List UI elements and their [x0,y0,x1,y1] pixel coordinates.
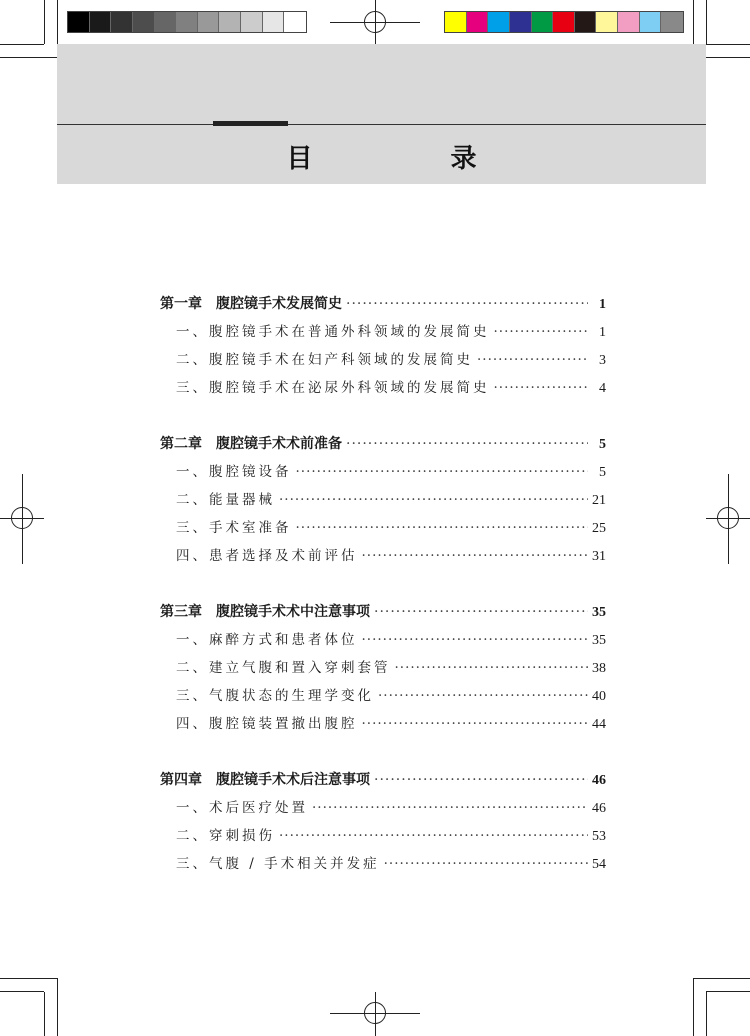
item-label: 一、腹腔镜设备 [176,464,292,480]
leader-dots [384,850,588,878]
toc-item-row[interactable] [160,682,606,710]
gray-swatch [219,12,241,32]
item-page-number: 1 [599,325,606,340]
leader-dots [494,318,589,346]
gray-swatch [284,12,306,32]
item-page-number: 31 [592,549,606,564]
leader-dots [362,542,589,570]
chapter-title: 腹腔镜手术术前准备 [216,436,342,452]
chapter-title: 腹腔镜手术术中注意事项 [216,604,370,620]
item-label: 三、气腹状态的生理学变化 [176,688,374,704]
gray-swatch [198,12,220,32]
color-swatch [445,12,467,32]
leader-dots [296,458,589,486]
item-label: 二、腹腔镜手术在妇产科领域的发展简史 [176,352,473,368]
item-label: 二、建立气腹和置入穿刺套管 [176,660,391,676]
toc-item-row[interactable] [160,626,606,654]
grayscale-bar [67,11,307,33]
gray-swatch [155,12,177,32]
toc-section [160,598,606,738]
gray-swatch [241,12,263,32]
item-label: 三、气腹 / 手术相关并发症 [176,856,380,872]
color-swatch [467,12,489,32]
item-page-number: 21 [592,493,606,508]
leader-dots [374,598,588,626]
leader-dots [346,290,588,318]
chapter-title: 腹腔镜手术发展简史 [216,296,342,312]
gray-swatch [90,12,112,32]
leader-dots [279,486,588,514]
page-title: 目 录 [286,144,533,174]
toc-item-row[interactable] [160,346,606,374]
item-label: 三、腹腔镜手术在泌尿外科领域的发展简史 [176,380,490,396]
item-label: 一、麻醉方式和患者体位 [176,632,358,648]
color-swatch [532,12,554,32]
item-page-number: 38 [592,661,606,676]
leader-dots [312,794,588,822]
toc-item-row[interactable] [160,710,606,738]
toc-section [160,766,606,878]
item-page-number: 40 [592,689,606,704]
color-swatch [575,12,597,32]
item-page-number: 46 [592,801,606,816]
leader-dots [346,430,588,458]
gray-swatch [111,12,133,32]
item-label: 二、穿刺损伤 [176,828,275,844]
toc-section [160,430,606,570]
item-page-number: 44 [592,717,606,732]
item-label: 一、腹腔镜手术在普通外科领域的发展简史 [176,324,490,340]
leader-dots [395,654,589,682]
chapter-page-number: 46 [592,773,606,788]
gray-swatch [68,12,90,32]
color-bar [444,11,684,33]
gray-swatch [133,12,155,32]
leader-dots [296,514,589,542]
item-page-number: 53 [592,829,606,844]
item-page-number: 3 [599,353,606,368]
toc-item-row[interactable] [160,514,606,542]
color-swatch [596,12,618,32]
toc-chapter-row[interactable] [160,430,606,458]
chapter-number: 第三章 [160,604,202,620]
color-swatch [553,12,575,32]
item-page-number: 54 [592,857,606,872]
leader-dots [362,710,589,738]
item-page-number: 4 [599,381,606,396]
leader-dots [378,682,588,710]
toc-item-row[interactable] [160,374,606,402]
item-label: 一、术后医疗处置 [176,800,308,816]
item-label: 二、能量器械 [176,492,275,508]
toc-item-row[interactable] [160,486,606,514]
item-label: 三、手术室准备 [176,520,292,536]
color-swatch [510,12,532,32]
leader-dots [494,374,589,402]
header-accent-bar [213,121,288,126]
item-page-number: 5 [599,465,606,480]
item-page-number: 25 [592,521,606,536]
toc-chapter-row[interactable] [160,290,606,318]
chapter-page-number: 1 [599,297,606,312]
toc-item-row[interactable] [160,850,606,878]
toc-section [160,290,606,402]
leader-dots [477,346,588,374]
item-label: 四、腹腔镜装置撤出腹腔 [176,716,358,732]
gray-swatch [263,12,285,32]
header-rule [57,124,706,125]
color-swatch [488,12,510,32]
leader-dots [279,822,588,850]
toc-item-row[interactable] [160,542,606,570]
item-label: 四、患者选择及术前评估 [176,548,358,564]
leader-dots [362,626,589,654]
color-swatch [618,12,640,32]
toc-item-row[interactable] [160,458,606,486]
toc-chapter-row[interactable] [160,598,606,626]
toc-chapter-row[interactable] [160,766,606,794]
toc-item-row[interactable] [160,794,606,822]
toc-item-row[interactable] [160,822,606,850]
color-swatch [661,12,683,32]
chapter-page-number: 5 [599,437,606,452]
chapter-number: 第四章 [160,772,202,788]
chapter-page-number: 35 [592,605,606,620]
color-swatch [640,12,662,32]
chapter-title: 腹腔镜手术术后注意事项 [216,772,370,788]
item-page-number: 35 [592,633,606,648]
table-of-contents [160,290,606,906]
chapter-number: 第一章 [160,296,202,312]
gray-swatch [176,12,198,32]
leader-dots [374,766,588,794]
toc-item-row[interactable] [160,318,606,346]
toc-item-row[interactable] [160,654,606,682]
chapter-number: 第二章 [160,436,202,452]
